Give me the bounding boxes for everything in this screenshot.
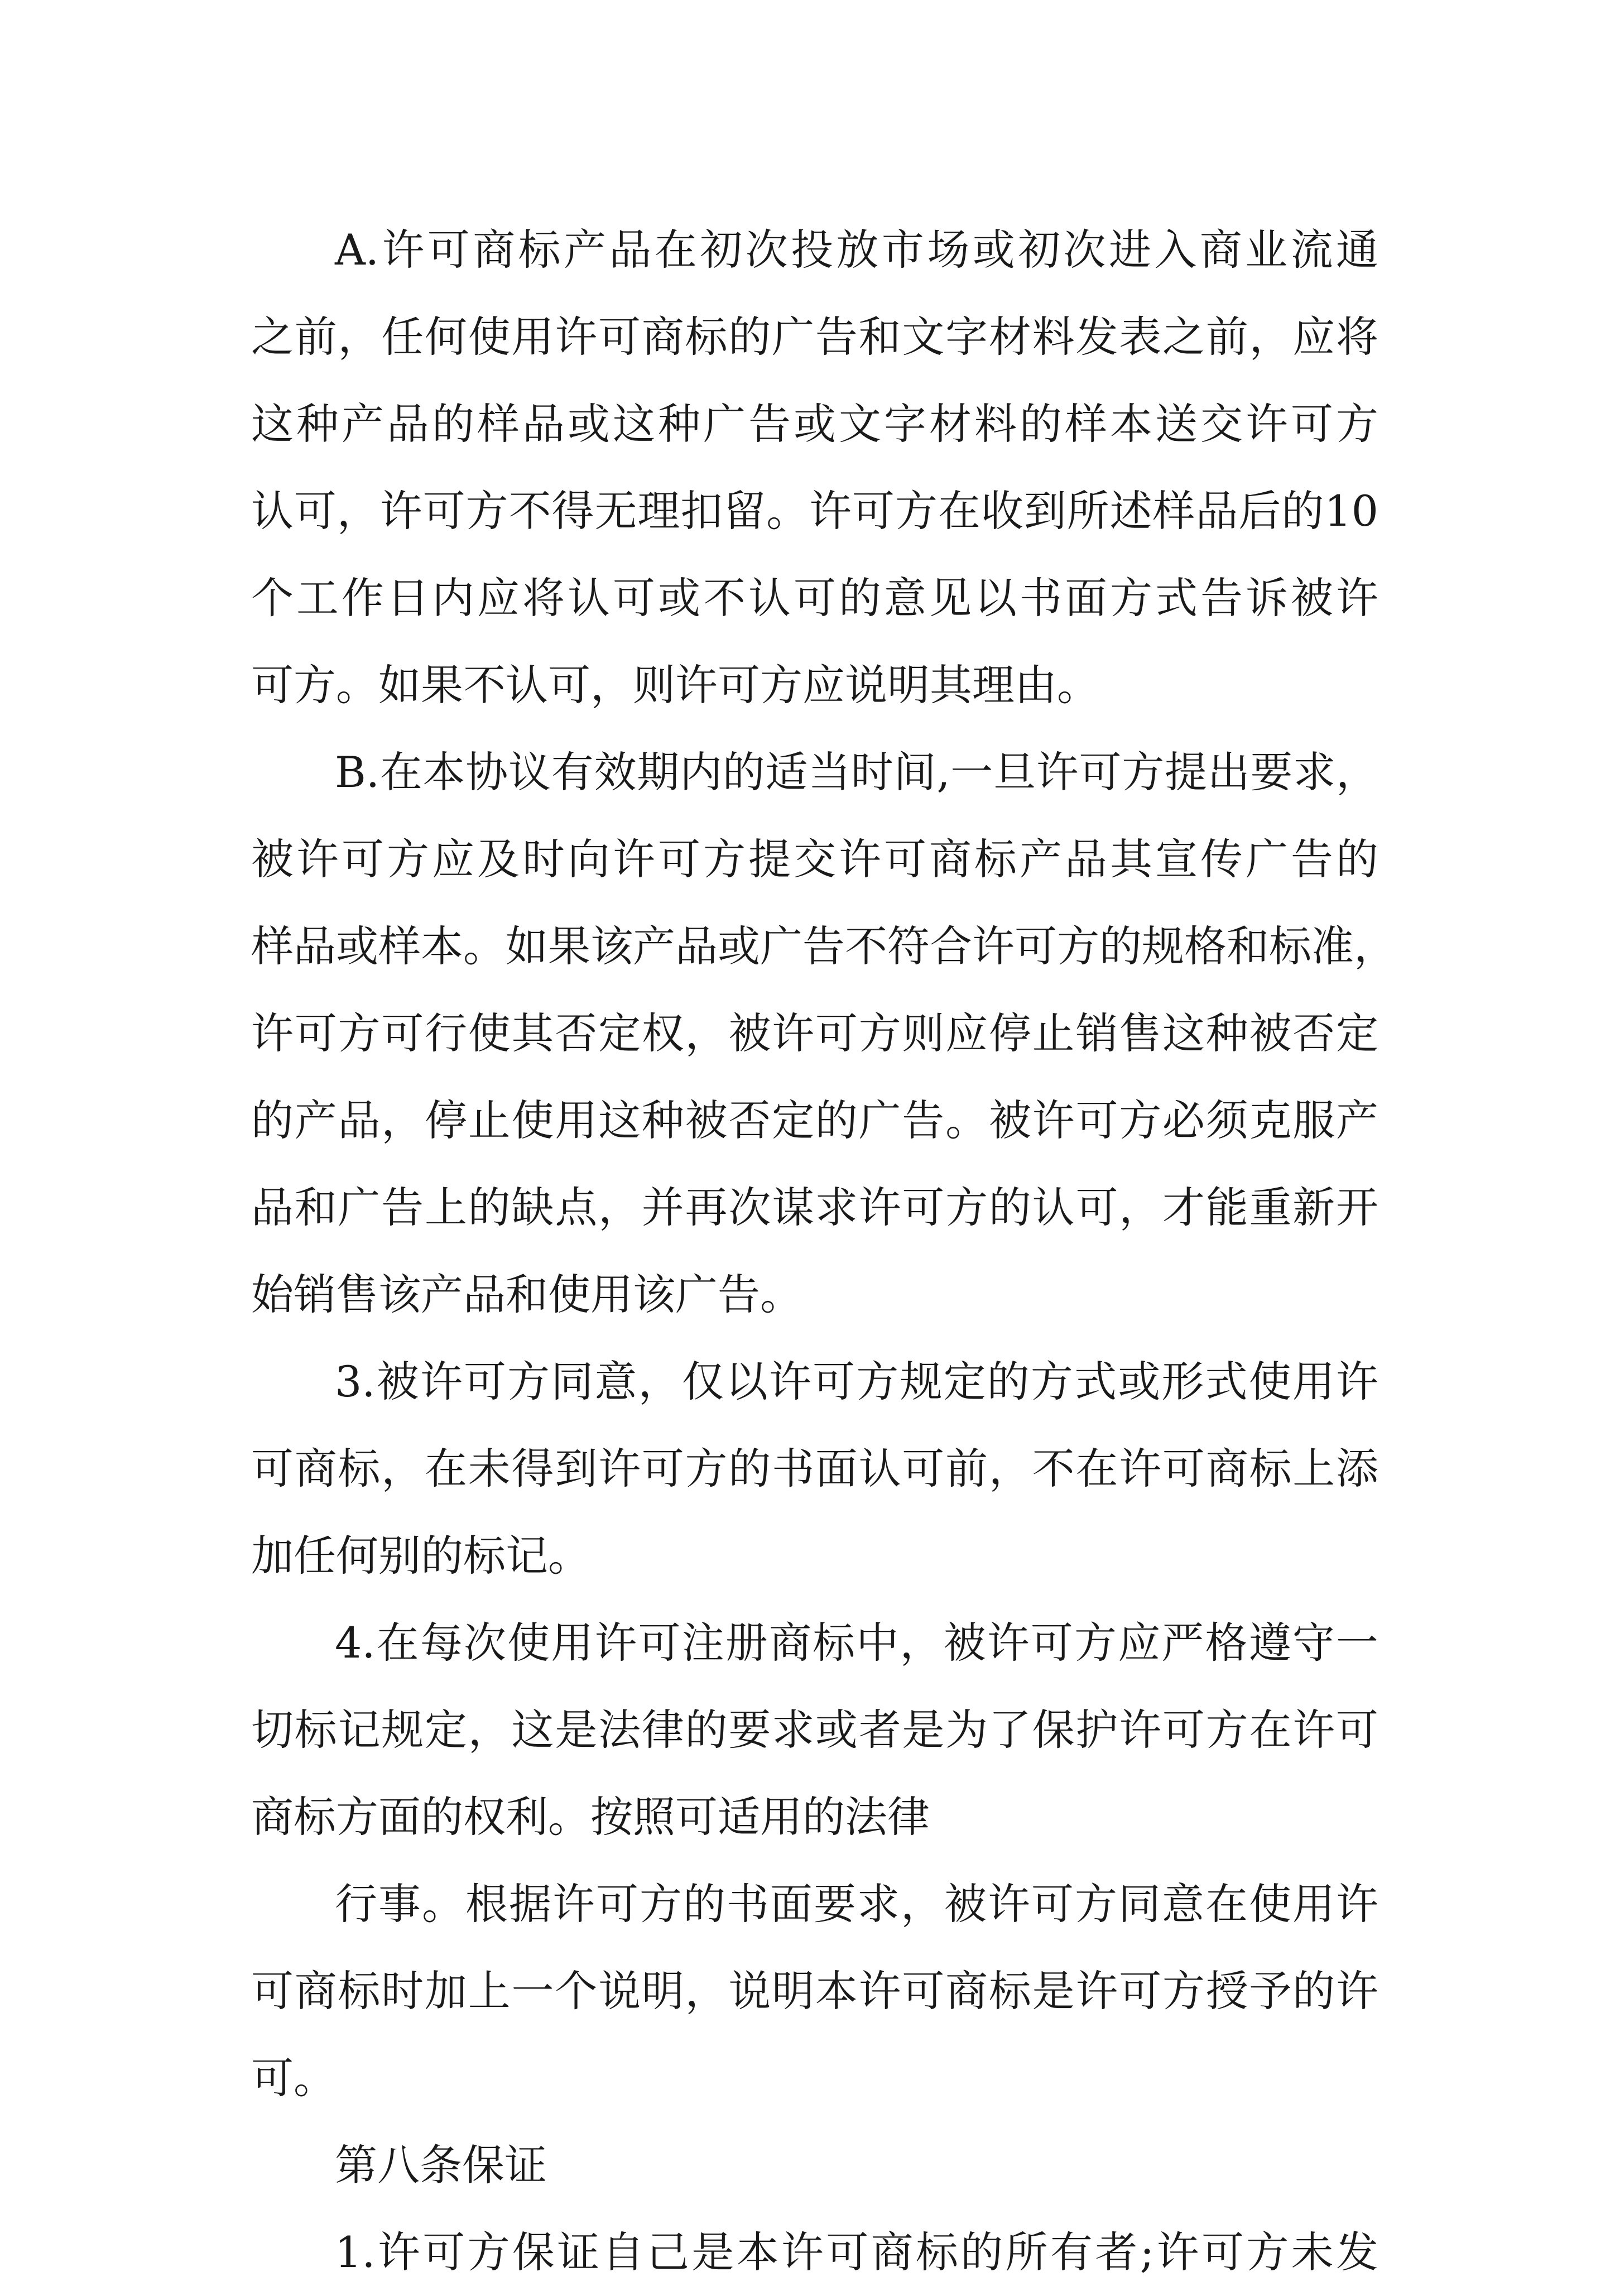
text-line: 行事。根据许可方的书面要求，被许可方同意在使用许 xyxy=(335,1879,1378,1929)
text-line: B.在本协议有效期内的适当时间,一旦许可方提出要求， xyxy=(335,747,1378,797)
text-line: 的产品，停止使用这种被否定的广告。被许可方必须克服产 xyxy=(251,1096,1378,1145)
text-line: 始销售该产品和使用该广告。 xyxy=(251,1270,802,1319)
text-line: 可。 xyxy=(251,2053,336,2103)
text-line: 这种产品的样品或这种广告或文字材料的样本送交许可方 xyxy=(251,399,1378,449)
text-line: 加任何别的标记。 xyxy=(251,1531,590,1581)
text-line: 4.在每次使用许可注册商标中，被许可方应严格遵守一 xyxy=(335,1618,1378,1668)
text-line: 个工作日内应将认可或不认可的意见以书面方式告诉被许 xyxy=(251,573,1378,623)
text-line: A.许可商标产品在初次投放市场或初次进入商业流通 xyxy=(335,225,1378,275)
text-line: 3.被许可方同意，仅以许可方规定的方式或形式使用许 xyxy=(335,1357,1378,1406)
text-line: 品和广告上的缺点，并再次谋求许可方的认可，才能重新开 xyxy=(251,1183,1378,1232)
text-line: 切标记规定，这是法律的要求或者是为了保护许可方在许可 xyxy=(251,1705,1378,1755)
text-line: 可商标，在未得到许可方的书面认可前，不在许可商标上添 xyxy=(251,1444,1378,1493)
text-line: 许可方可行使其否定权，被许可方则应停止销售这种被否定 xyxy=(251,1008,1378,1058)
text-line: 之前，任何使用许可商标的广告和文字材料发表之前，应将 xyxy=(251,312,1378,362)
text-line: 样品或样本。如果该产品或广告不符合许可方的规格和标准， xyxy=(251,921,1396,971)
text-line: 1.许可方保证自己是本许可商标的所有者;许可方未发 xyxy=(335,2227,1378,2277)
text-line: 商标方面的权利。按照可适用的法律 xyxy=(251,1792,930,1842)
section-heading: 第八条保证 xyxy=(335,2140,547,2190)
text-line: 被许可方应及时向许可方提交许可商标产品其宣传广告的 xyxy=(251,834,1378,884)
text-line: 可方。如果不认可，则许可方应说明其理由。 xyxy=(251,660,1099,710)
text-line: 认可，许可方不得无理扣留。许可方在收到所述样品后的10 xyxy=(251,486,1378,536)
text-line: 可商标时加上一个说明，说明本许可商标是许可方授予的许 xyxy=(251,1966,1378,2016)
document-page xyxy=(251,206,1396,2296)
